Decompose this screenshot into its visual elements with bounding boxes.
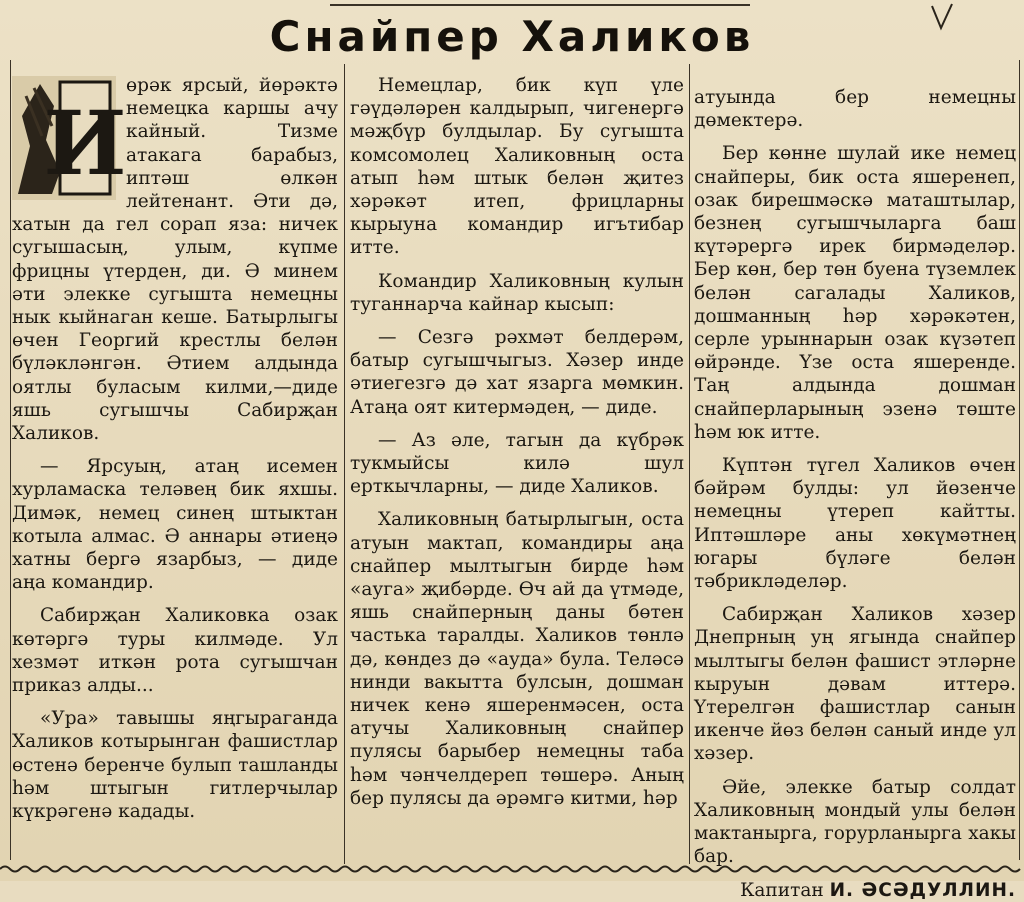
author-signature	[694, 879, 1016, 902]
paragraph: Немецлар, бик күп үле гәүдәләрен калдырып, чигенергә мәҗбүр булдылар. Бу сугышта комсомолец Халиковның оста атып һәм штык белән җитез хәрәкәт итеп, фрицларны кырыуна командир игътибар итте.	[350, 75, 684, 259]
column-rule-2	[689, 64, 690, 864]
author-rank: Капитан	[740, 879, 824, 901]
ornamental-dropcap-image	[12, 76, 127, 200]
author-name: И. ӘСӘДУЛЛИН.	[829, 879, 1016, 901]
dropcap-letter: И	[43, 91, 127, 195]
column-rule-1	[344, 64, 345, 864]
paragraph: Сабирҗан Халиков хәзер Днепрның уң ягында снайпер мылтыгы белән фашист этләрне кыруын дәвам иттерә. Үтерелгән фашистлар санын икенче йөз белән саный инде ул хәзер.	[694, 604, 1016, 765]
top-rule	[330, 4, 750, 6]
paragraph: өрәк ярсый, йөрәктә немецка каршы ачу кайный. Тизме атакага барабыз, иптәш өлкән лейтенант. Әти дә, хатын да гел сорап яза: ничек сугышасың, улым, күпме фрицны үтерден, ди. Ә минем әти элекке сугышта немецны нык кыйнаган кеше. Батырлыгы өчен Георгий крестлы белән бүләкләнгән. Әтием алдында оятлы буласым килми,—диде яшь сугышчы Сабирҗан Халиков.	[12, 75, 338, 445]
article-headline: Снайпер Халиков	[269, 12, 755, 61]
article-column-3	[694, 86, 1016, 902]
wavy-border	[0, 864, 1024, 874]
column-rule-right	[1019, 60, 1020, 860]
paragraph: Әйе, элекке батыр солдат Халиковның мондый улы белән мактанырга, горурланырга хакы бар.	[694, 776, 1016, 868]
article-column-1	[12, 74, 338, 823]
paragraph: Командир Халиковның кулын туганнарча кайнар кысып:	[350, 270, 684, 315]
paragraph: Сабирҗан Халиковка озак көтәргә туры килмәде. Ул хезмәт иткән рота сугышчан приказ алды...	[12, 605, 338, 697]
paragraph: — Аз әле, тагын да күбрәк тукмыйсы килә шул ерткычларны, — диде Халиков.	[350, 429, 684, 498]
paragraph: Халиковның батырлыгын, оста атуын мактап, командиры аңа снайпер мылтыгын бирде һәм «ауга» җибәрде. Өч ай да үтмәде, яшь снайперның даны бөтен частька таралды. Халиков төнлә дә, көндез дә «ауда» була. Теләсә нинди вакытта булсын, дошман ничек кенә яшеренмәсен, оста атучы Халиковның снайпер пулясы барыбер немецны таба һәм чәнчелдереп төшерә. Аның бер пулясы да әрәмгә китми, һәр	[350, 509, 684, 809]
column-rule-left	[10, 60, 11, 860]
article-column-2	[350, 74, 684, 810]
paragraph: Күптән түгел Халиков өчен бәйрәм булды: ул йөзенче немецны үтереп кайтты. Иптәшләре аны хөкүмәтнең югары бүләге белән тәбрикләделәр.	[694, 455, 1016, 593]
paragraph: — Ярсуың, атаң исемен хурламаска теләвең бик яхшы. Димәк, немец синең штыктан котыла алмас. Ә аннары әтиеңә хатны бергә язарбыз, — диде аңа командир.	[12, 456, 338, 594]
paragraph: атуында бер немецны дөмектерә.	[694, 87, 1016, 132]
paragraph: Бер көнне шулай ике немец снайперы, бик оста яшеренеп, озак бирешмәскә маташтылар, безнең сугышчыларга баш күтәрергә ирек бирмәделәр. Бер көн, бер төн буена түземлек белән сагалады Халиков, дошманның һәр хәрәкәтен, серле урыннарын озак күзәтеп өйрәнде. Үзе оста яшеренде. Таң алдында дошман снайперларының эзенә төште һәм юк итте.	[694, 143, 1016, 443]
paragraph: «Ура» тавышы яңгыраганда Халиков котырынган фашистлар өстенә беренче булып ташланды һәм штыгын гитлерчылар күкрәгенә кадады.	[12, 708, 338, 823]
paragraph: — Сезгә рәхмәт белдерәм, батыр сугышчыгыз. Хәзер инде әтиегезгә дә хат язарга мөмкин. Атаңа оят китермәдең, — диде.	[350, 327, 684, 418]
